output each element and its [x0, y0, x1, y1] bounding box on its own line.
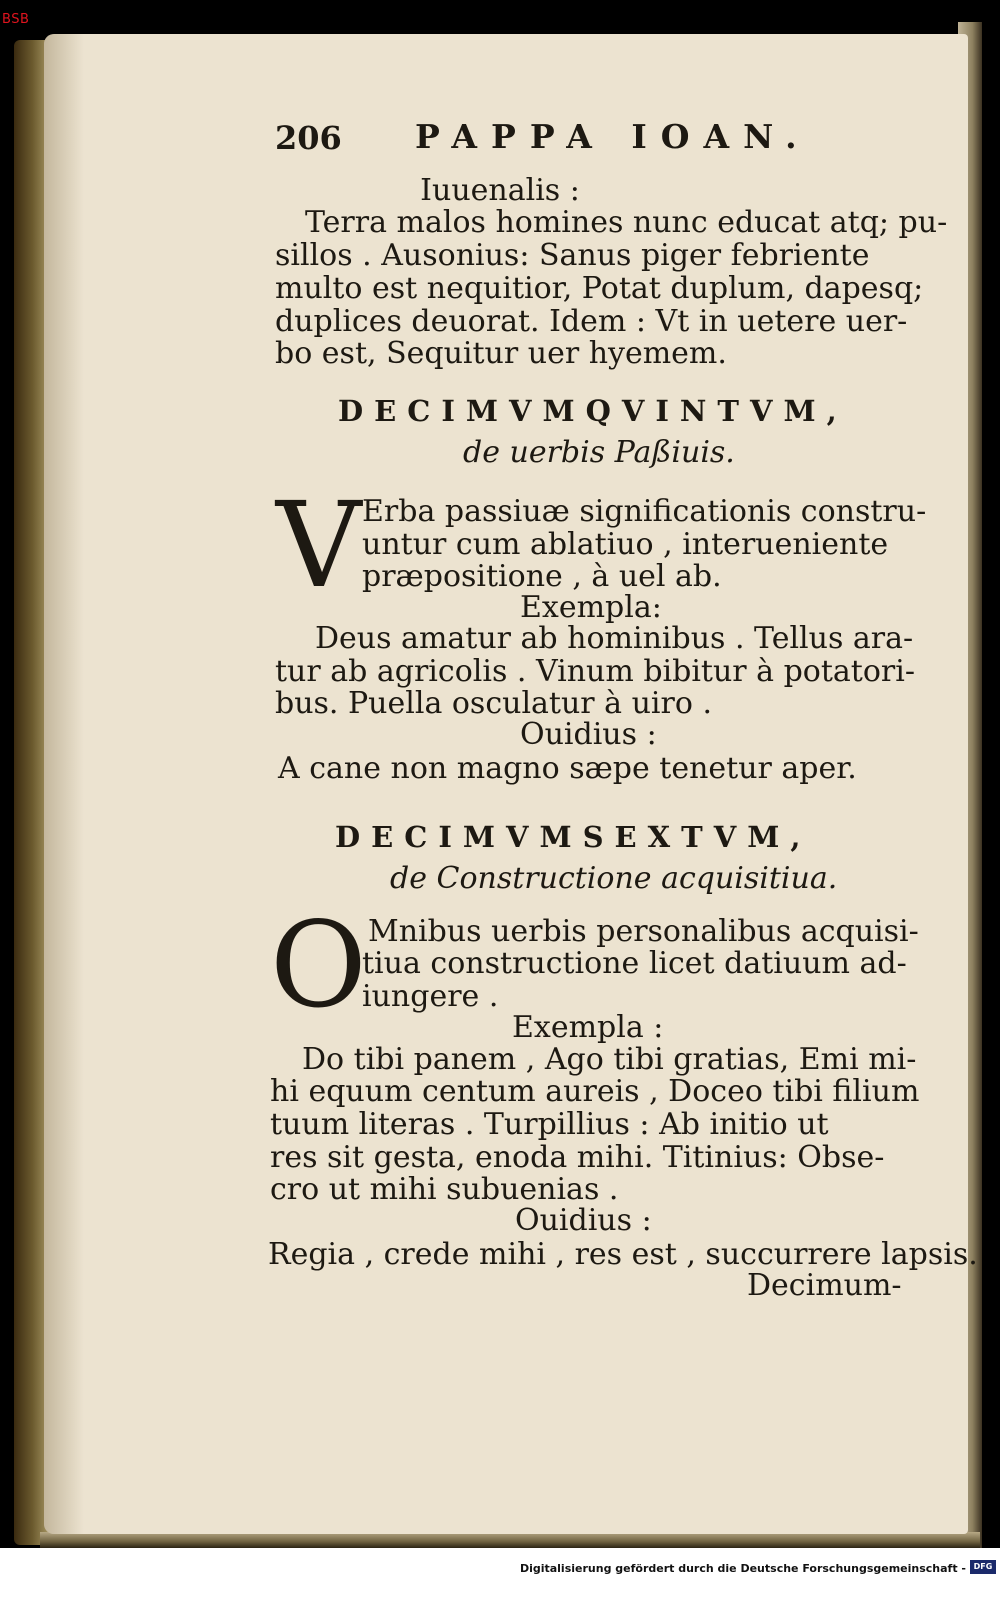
- text-line: cro ut mihi subuenias .: [270, 1172, 619, 1207]
- section-heading: DECIMVMQVINTVM,: [338, 394, 848, 428]
- text-line: multo est nequitior, Potat duplum, dapesq;: [275, 271, 924, 306]
- quote-author: Ouidius :: [520, 717, 657, 752]
- example-label: Exempla:: [520, 590, 662, 625]
- page-number: 206: [275, 119, 342, 157]
- text-line: tiua constructione licet datiuum ad-: [362, 946, 907, 981]
- quote-line: Regia , crede mihi , res est , succurrere lapsis.: [268, 1237, 978, 1272]
- text-line: hi equum centum aureis , Doceo tibi filium: [270, 1074, 920, 1109]
- text-line: præpositione , à uel ab.: [362, 559, 722, 594]
- catchword: Decimum-: [747, 1268, 902, 1303]
- footer-bar: [0, 1548, 1000, 1606]
- bsb-watermark: BSB: [2, 12, 30, 27]
- text-line: Iuuenalis :: [420, 173, 580, 208]
- dfg-logo: DFG: [970, 1560, 996, 1574]
- text-line: iungere .: [362, 979, 499, 1014]
- text-line: tur ab agricolis . Vinum bibitur à potatori-: [275, 654, 915, 689]
- section-heading: DECIMVMSEXTVM,: [335, 820, 812, 854]
- text-line: sillos . Ausonius: Sanus piger febriente: [275, 238, 870, 273]
- book-edge-bottom: [40, 1532, 980, 1548]
- text-line: Do tibi panem , Ago tibi gratias, Emi mi-: [302, 1042, 917, 1077]
- section-subheading: de uerbis Paßiuis.: [463, 435, 735, 470]
- section-subheading: de Constructione acquisitiua.: [390, 861, 838, 896]
- running-title: PAPPA IOAN.: [415, 117, 811, 156]
- example-label: Exempla :: [512, 1010, 664, 1045]
- text-line: Terra malos homines nunc educat atq; pu-: [305, 205, 948, 240]
- text-line: Deus amatur ab hominibus . Tellus ara-: [315, 621, 914, 656]
- text-line: tuum literas . Turpillius : Ab initio ut: [270, 1107, 829, 1142]
- quote-line: A cane non magno sæpe tenetur aper.: [278, 751, 857, 786]
- text-line: res sit gesta, enoda mihi. Titinius: Obse-: [270, 1140, 885, 1175]
- quote-author: Ouidius :: [515, 1203, 652, 1238]
- text-line: untur cum ablatiuo , interueniente: [362, 527, 889, 562]
- drop-cap-o: O: [270, 896, 367, 1034]
- text-line: Erba passiuæ significationis constru-: [362, 494, 927, 529]
- footer-credit: Digitalisierung gefördert durch die Deutsche Forschungsgemeinschaft -: [519, 1562, 966, 1575]
- text-line: bus. Puella osculatur à uiro .: [275, 686, 712, 721]
- text-line: Mnibus uerbis personalibus acquisi-: [368, 914, 919, 949]
- page-gutter-shadow: [44, 34, 84, 1534]
- drop-cap-v: V: [276, 476, 362, 614]
- text-line: duplices deuorat. Idem : Vt in uetere uer-: [275, 304, 908, 339]
- text-line: bo est, Sequitur uer hyemem.: [275, 336, 727, 371]
